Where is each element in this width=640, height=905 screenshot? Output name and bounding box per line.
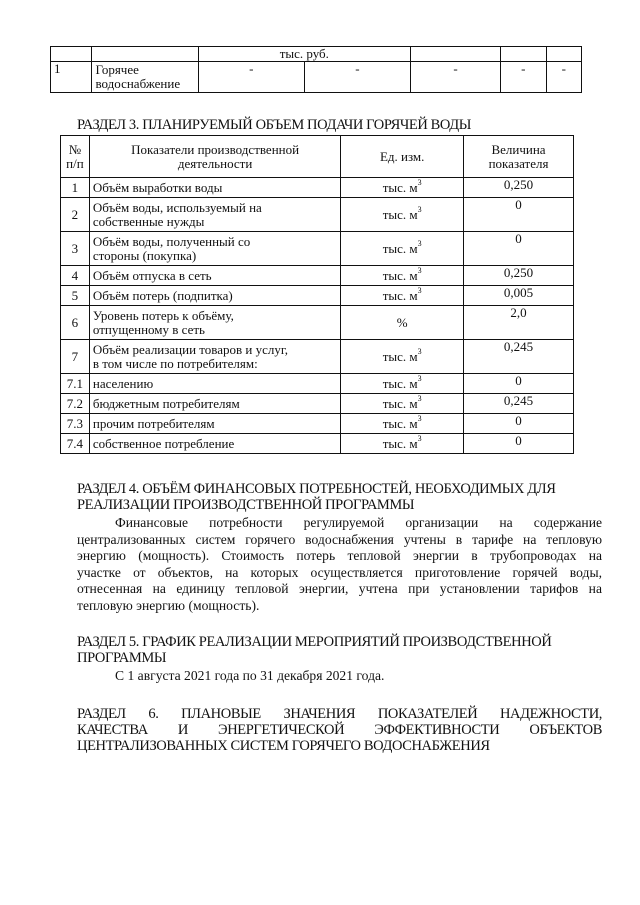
unit-exponent: 3 xyxy=(417,286,422,296)
financial-table-fragment xyxy=(50,46,582,93)
row-number: 7.2 xyxy=(61,394,90,414)
unit-exponent: 3 xyxy=(417,239,422,249)
unit-exponent: 3 xyxy=(417,347,422,357)
row-unit: тыс. $м^3$ xyxy=(341,178,464,198)
section4-text: Финансовые потребности регулируемой организации на содержание централизованных систем горячего водоснабжения учтены в тарифе на тепловую энергию (мощность). Стоимость потерь тепловой энергии в трубопроводах на участке от объектов, на которых осуществляется приготовление горячей воды, отнесенная на единицу тепловой энергии, учтена при установлении тарифов на тепловую энергию (мощность). xyxy=(77,515,602,613)
table-row xyxy=(61,414,574,434)
row-number: 7.1 xyxy=(61,374,90,394)
section5-text: С 1 августа 2021 года по 31 декабря 2021 года. xyxy=(115,668,385,683)
row-unit: тыс. $м^3$ xyxy=(341,232,464,266)
row-indicator: Объём воды, полученный со стороны (покупка) xyxy=(89,232,340,266)
row-value: 0,250 xyxy=(464,178,574,198)
row-number: 2 xyxy=(61,198,90,232)
table-header-row xyxy=(61,136,574,178)
section3-title: РАЗДЕЛ 3. ПЛАНИРУЕМЫЙ ОБЪЕМ ПОДАЧИ ГОРЯЧЕЙ ВОДЫ xyxy=(77,117,472,133)
row-number: 1 xyxy=(61,178,90,198)
unit-exponent: 3 xyxy=(417,434,422,444)
row-value: 0 xyxy=(464,434,574,454)
table-row xyxy=(61,198,574,232)
row-indicator: Объём выработки воды xyxy=(89,178,340,198)
row-number: 1 xyxy=(51,62,92,93)
table-row xyxy=(61,340,574,374)
table-row xyxy=(61,306,574,340)
row-unit: тыс. $м^3$ xyxy=(341,434,464,454)
water-supply-volume-table xyxy=(60,135,574,454)
row-value: 0,245 xyxy=(464,340,574,374)
row-name: Горячее водоснабжение xyxy=(92,62,198,93)
row-number: 4 xyxy=(61,266,90,286)
row-unit: тыс. $м^3$ xyxy=(341,414,464,434)
table-row xyxy=(61,394,574,414)
row-value: 0 xyxy=(464,232,574,266)
unit-exponent: 3 xyxy=(417,374,422,384)
value-cell: - xyxy=(198,62,304,93)
row-indicator: Объём реализации товаров и услуг, в том числе по потребителям: xyxy=(89,340,340,374)
row-indicator: Объём воды, используемый на собственные нужды xyxy=(89,198,340,232)
table-row xyxy=(61,286,574,306)
header-value: Величина показателя xyxy=(464,136,574,178)
value-cell: - xyxy=(501,62,547,93)
unit-exponent: 3 xyxy=(417,414,422,424)
table-row xyxy=(51,47,582,62)
row-value: 2,0 xyxy=(464,306,574,340)
row-indicator: Уровень потерь к объёму, отпущенному в сеть xyxy=(89,306,340,340)
value-cell: - xyxy=(546,62,581,93)
row-indicator: прочим потребителям xyxy=(89,414,340,434)
row-value: 0,005 xyxy=(464,286,574,306)
value-cell: - xyxy=(411,62,501,93)
section4-title: РАЗДЕЛ 4. ОБЪЁМ ФИНАНСОВЫХ ПОТРЕБНОСТЕЙ, НЕОБХОДИМЫХ ДЛЯ РЕАЛИЗАЦИИ ПРОИЗВОДСТВЕННОЙ ПРОГРАММЫ xyxy=(77,481,556,513)
row-indicator: бюджетным потребителям xyxy=(89,394,340,414)
unit-exponent: 3 xyxy=(417,394,422,404)
row-number: 6 xyxy=(61,306,90,340)
row-unit: тыс. $м^3$ xyxy=(341,198,464,232)
row-unit: тыс. $м^3$ xyxy=(341,374,464,394)
unit-exponent: 3 xyxy=(417,205,422,215)
row-indicator: собственное потребление xyxy=(89,434,340,454)
section5-title: РАЗДЕЛ 5. ГРАФИК РЕАЛИЗАЦИИ МЕРОПРИЯТИЙ ПРОИЗВОДСТВЕННОЙ ПРОГРАММЫ xyxy=(77,634,552,666)
row-value: 0 xyxy=(464,198,574,232)
table-row xyxy=(61,374,574,394)
row-indicator: Объём отпуска в сеть xyxy=(89,266,340,286)
unit-cell: тыс. руб. xyxy=(198,47,410,62)
row-unit: тыс. $м^3$ xyxy=(341,266,464,286)
table-row xyxy=(51,62,582,93)
header-num: № п/п xyxy=(61,136,90,178)
row-number: 7 xyxy=(61,340,90,374)
row-value: 0 xyxy=(464,374,574,394)
row-value: 0,250 xyxy=(464,266,574,286)
table-row xyxy=(61,434,574,454)
row-number: 7.4 xyxy=(61,434,90,454)
table-row xyxy=(61,266,574,286)
header-unit: Ед. изм. xyxy=(341,136,464,178)
row-unit: тыс. $м^3$ xyxy=(341,394,464,414)
row-value: 0,245 xyxy=(464,394,574,414)
unit-exponent: 3 xyxy=(417,266,422,276)
header-indicator: Показатели производственной деятельности xyxy=(89,136,340,178)
row-value: 0 xyxy=(464,414,574,434)
row-unit: тыс. $м^3$ xyxy=(341,286,464,306)
table-body xyxy=(61,178,574,454)
section6-title: РАЗДЕЛ 6. ПЛАНОВЫЕ ЗНАЧЕНИЯ ПОКАЗАТЕЛЕЙ НАДЕЖНОСТИ, КАЧЕСТВА И ЭНЕРГЕТИЧЕСКОЙ ЭФФЕКТИВНОСТИ ОБЪЕКТОВ ЦЕНТРАЛИЗОВАННЫХ СИСТЕМ ГОРЯЧЕГО ВОДОСНАБЖЕНИЯ xyxy=(77,706,602,754)
row-unit: % xyxy=(341,306,464,340)
row-indicator: Объём потерь (подпитка) xyxy=(89,286,340,306)
row-number: 3 xyxy=(61,232,90,266)
row-indicator: населению xyxy=(89,374,340,394)
unit-exponent: 3 xyxy=(417,178,422,188)
row-number: 7.3 xyxy=(61,414,90,434)
table-row xyxy=(61,232,574,266)
row-unit: тыс. $м^3$ xyxy=(341,340,464,374)
value-cell: - xyxy=(304,62,410,93)
row-number: 5 xyxy=(61,286,90,306)
table-row xyxy=(61,178,574,198)
